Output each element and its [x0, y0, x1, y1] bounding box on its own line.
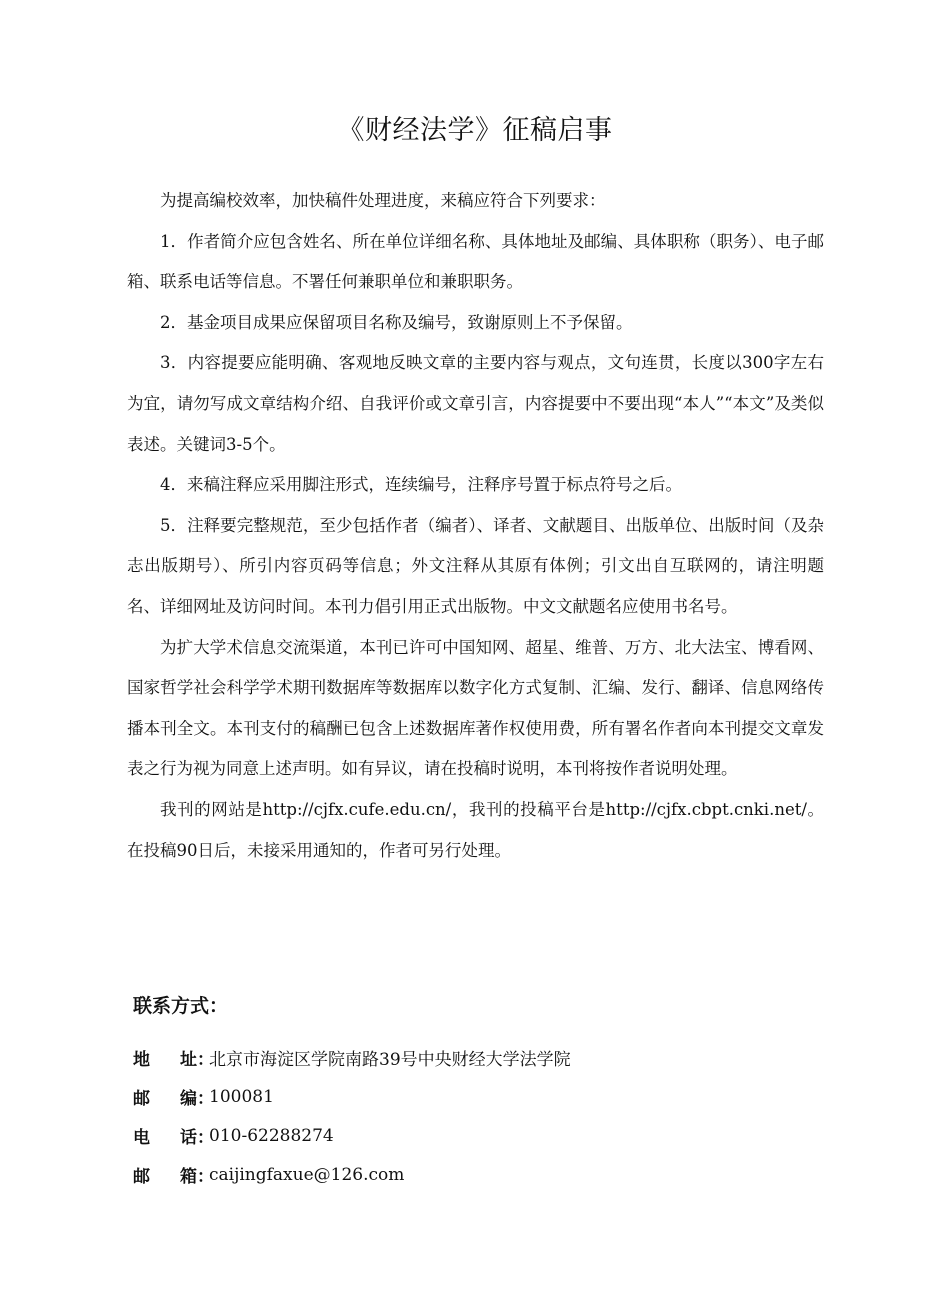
contact-heading: 联系方式： [133, 995, 229, 1017]
label-char: 邮 [133, 1089, 150, 1109]
contact-row-address [133, 1038, 833, 1077]
contact-section [133, 988, 833, 1194]
label-colon: ： [197, 1128, 214, 1148]
contact-row-phone [133, 1116, 833, 1155]
label-char: 话 [180, 1128, 197, 1148]
contact-row-postcode [133, 1077, 833, 1116]
contact-list [133, 1038, 833, 1194]
requirement-3: 3．内容提要应能明确、客观地反映文章的主要内容与观点，文句连贯，长度以300字左右为宜，请勿写成文章结构介绍、自我评价或文章引言，内容提要中不要出现“本人”“本文”及类似表述。关键词3-5个。 [127, 353, 824, 454]
contact-label [133, 1045, 214, 1070]
body-text [127, 181, 824, 871]
contact-label [133, 1123, 214, 1148]
label-colon: ： [197, 1167, 214, 1187]
label-colon: ： [197, 1050, 214, 1070]
label-char: 电 [133, 1128, 150, 1148]
email-value: caijingfaxue@126.com [209, 1164, 405, 1185]
requirement-2: 2．基金项目成果应保留项目名称及编号，致谢原则上不予保留。 [160, 312, 633, 332]
database-license-paragraph: 为扩大学术信息交流渠道，本刊已许可中国知网、超星、维普、万方、北大法宝、博看网、国家哲学社会科学学术期刊数据库等数据库以数字化方式复制、汇编、发行、翻译、信息网络传播本刊全文。本刊支付的稿酬已包含上述数据库著作权使用费，所有署名作者向本刊提交文章发表之行为视为同意上述声明。如有异议，请在投稿时说明，本刊将按作者说明处理。 [127, 637, 824, 779]
document-title: 《财经法学》征稿启事 [337, 115, 613, 146]
website-paragraph: 我刊的网站是http://cjfx.cufe.edu.cn/，我刊的投稿平台是http://cjfx.cbpt.cnki.net/。在投稿90日后，未接采用通知的，作者可另行处理。 [127, 799, 824, 860]
postcode-value: 100081 [209, 1086, 274, 1107]
contact-label [133, 1162, 214, 1187]
phone-value: 010-62288274 [209, 1125, 334, 1146]
intro-paragraph: 为提高编校效率，加快稿件处理进度，来稿应符合下列要求： [160, 191, 606, 210]
label-char: 邮 [133, 1167, 150, 1187]
requirement-5: 5．注释要完整规范，至少包括作者（编者）、译者、文献题目、出版单位、出版时间（及杂志出版期号）、所引内容页码等信息；外文注释从其原有体例；引文出自互联网的，请注明题名、详细网址及访问时间。本刊力倡引用正式出版物。中文文献题名应使用书名号。 [127, 515, 824, 616]
label-char: 地 [133, 1050, 150, 1070]
requirement-1: 1．作者简介应包含姓名、所在单位详细名称、具体地址及邮编、具体职称（职务）、电子邮箱、联系电话等信息。不署任何兼职单位和兼职职务。 [127, 231, 824, 292]
label-char: 编 [180, 1089, 197, 1109]
label-char: 址 [180, 1050, 197, 1070]
contact-label [133, 1084, 214, 1109]
contact-row-email [133, 1155, 833, 1194]
requirement-4: 4．来稿注释应采用脚注形式，连续编号，注释序号置于标点符号之后。 [160, 475, 682, 495]
address-value: 北京市海淀区学院南路39号中央财经大学法学院 [209, 1050, 571, 1070]
label-char: 箱 [180, 1167, 197, 1187]
label-colon: ： [197, 1089, 214, 1109]
